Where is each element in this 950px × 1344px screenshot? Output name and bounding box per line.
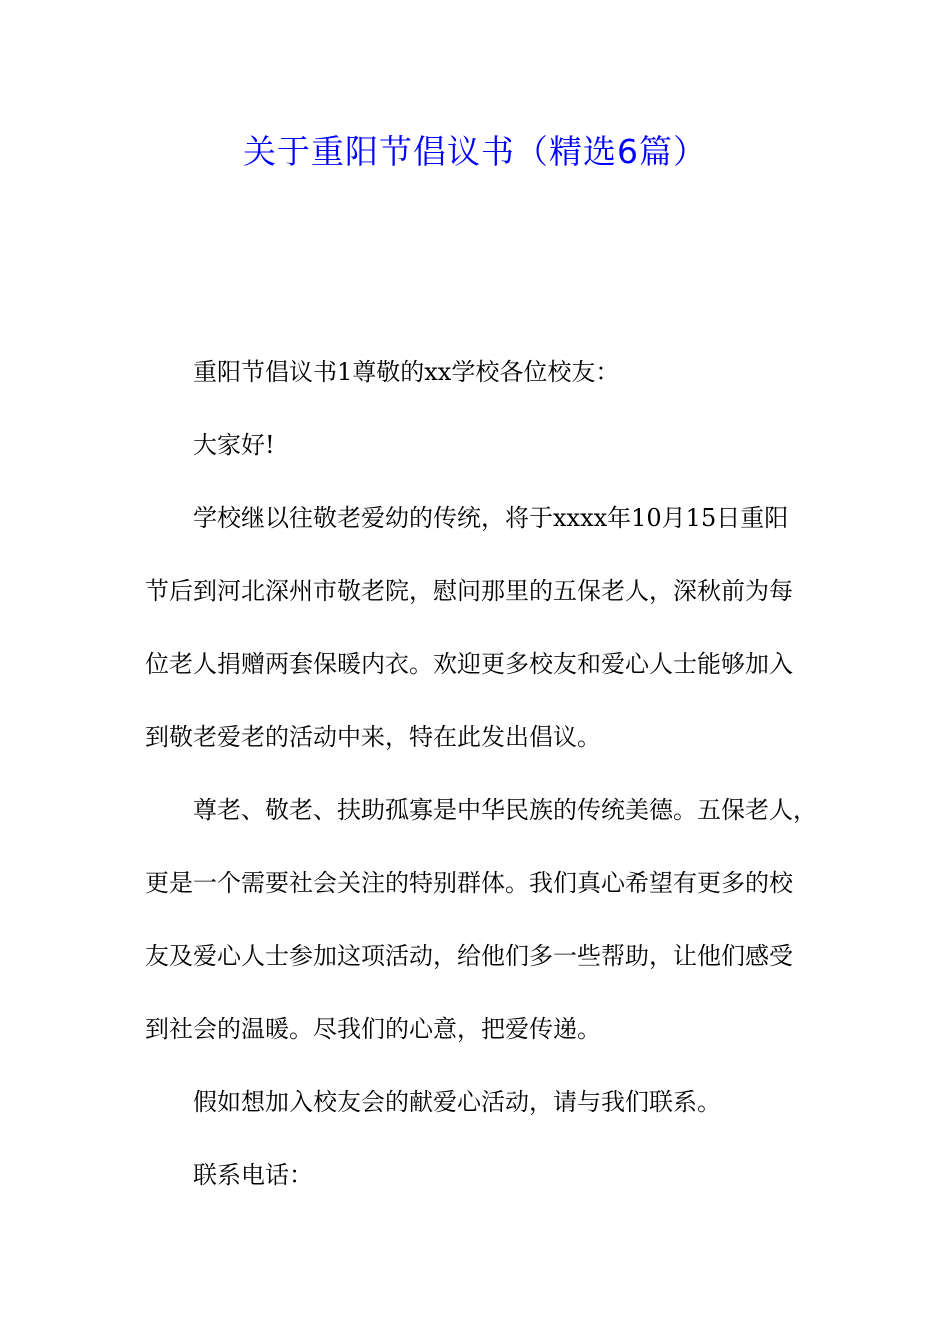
body-line: 到社会的温暖。尽我们的心意，把爱传递。 bbox=[145, 1015, 601, 1043]
body-line: 更是一个需要社会关注的特别群体。我们真心希望有更多的校 bbox=[145, 869, 793, 897]
body-line: 假如想加入校友会的献爱心活动，请与我们联系。 bbox=[193, 1088, 721, 1116]
body-line: 节后到河北深州市敬老院，慰问那里的五保老人，深秋前为每 bbox=[145, 577, 793, 605]
body-line-salutation: 重阳节倡议书1尊敬的xx学校各位校友： bbox=[193, 358, 620, 386]
body-line: 学校继以往敬老爱幼的传统，将于xxxx年10月15日重阳 bbox=[193, 504, 789, 532]
body-line: 友及爱心人士参加这项活动，给他们多一些帮助，让他们感受 bbox=[145, 942, 793, 970]
body-line: 到敬老爱老的活动中来，特在此发出倡议。 bbox=[145, 723, 601, 751]
body-line-contact-phone: 联系电话： bbox=[193, 1161, 313, 1189]
body-line: 位老人捐赠两套保暖内衣。欢迎更多校友和爱心人士能够加入 bbox=[145, 650, 793, 678]
body-line-greeting: 大家好! bbox=[193, 431, 275, 459]
document-body bbox=[145, 336, 825, 1212]
document-title: 关于重阳节倡议书（精选6篇） bbox=[243, 132, 707, 171]
body-line: 尊老、敬老、扶助孤寡是中华民族的传统美德。五保老人， bbox=[193, 796, 817, 824]
